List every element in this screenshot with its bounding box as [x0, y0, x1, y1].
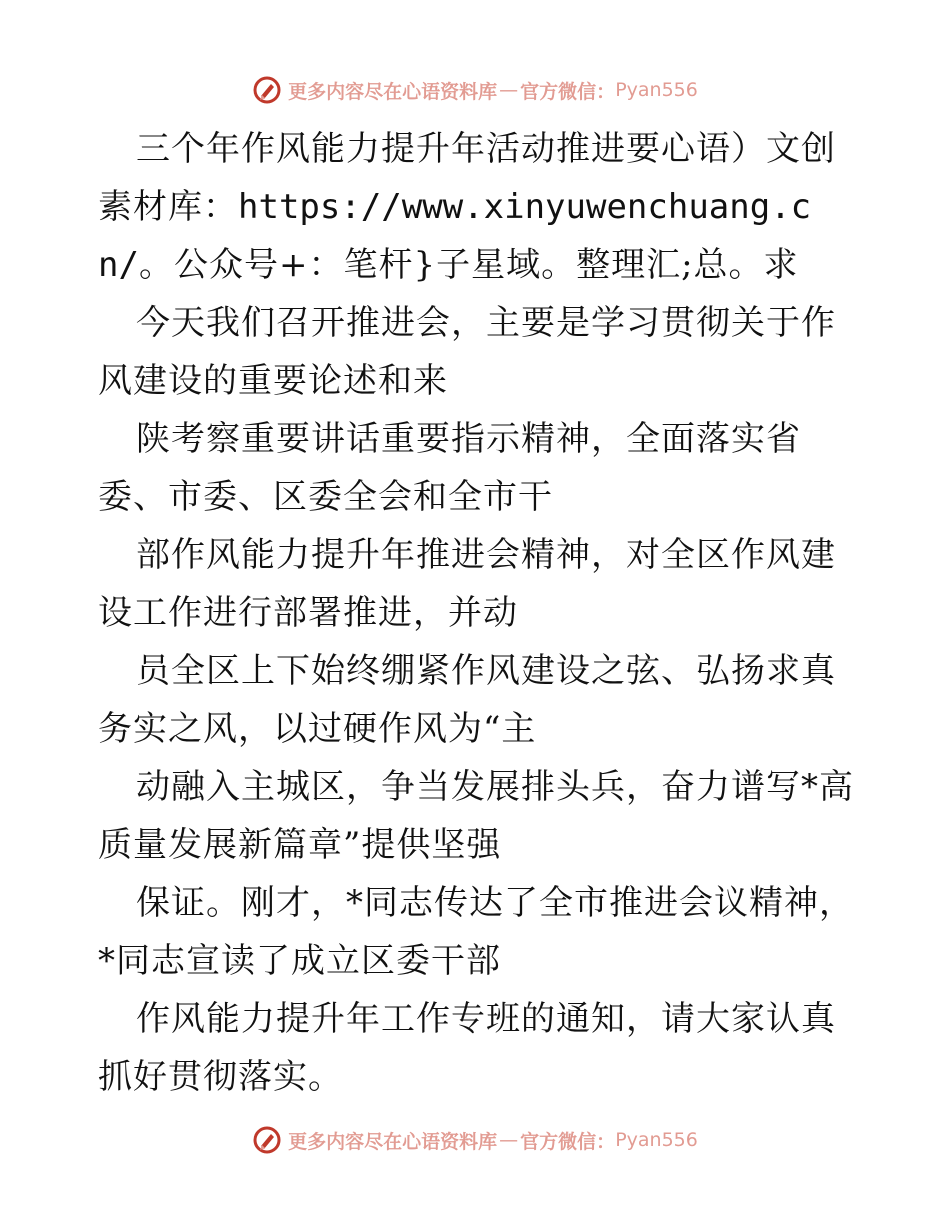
paragraph-1 — [98, 120, 858, 294]
banner-main-text: 更多内容尽在心语资料库 — [288, 80, 498, 103]
banner-main-text: 更多内容尽在心语资料库 — [288, 1130, 498, 1153]
pen-logo-icon — [252, 1125, 282, 1155]
source-url-link[interactable]: https://www.xinyuwenchuang.cn/ — [98, 187, 812, 285]
banner-wechat-id: Pyan556 — [615, 1129, 698, 1151]
banner-wechat-label: 官方微信： — [520, 80, 616, 103]
document-body — [98, 120, 858, 1106]
banner-wechat-id: Pyan556 — [615, 79, 698, 101]
paragraph-3: 陕考察重要讲话重要指示精神，全面落实省委、市委、区委全会和全市干 — [98, 419, 801, 517]
header-watermark-banner — [0, 70, 950, 110]
footer-watermark-banner — [0, 1120, 950, 1160]
banner-separator: — — [499, 1129, 519, 1151]
pen-logo-icon — [252, 75, 282, 105]
paragraph-2: 今天我们召开推进会，主要是学习贯彻关于作风建设的重要论述和来 — [98, 303, 836, 401]
paragraph-8: 作风能力提升年工作专班的通知，请大家认真抓好贯彻落实。 — [98, 999, 836, 1097]
paragraph-1-tail: 。公众号+：笔杆}子星域。整理汇;总。求 — [138, 245, 799, 285]
paragraph-1-lead: 三个年作风能力提升年活动推进要心语）文创素材库： — [98, 129, 836, 227]
paragraph-6: 动融入主城区，争当发展排头兵，奋力谱写*高质量发展新篇章”提供坚强 — [98, 767, 854, 865]
paragraph-5: 员全区上下始终绷紧作风建设之弦、弘扬求真务实之风，以过硬作风为“主 — [98, 651, 836, 749]
paragraph-7: 保证。刚才，*同志传达了全市推进会议精神，*同志宣读了成立区委干部 — [98, 883, 854, 981]
banner-separator: — — [499, 79, 519, 101]
banner-wechat-label: 官方微信： — [520, 1130, 616, 1153]
paragraph-4: 部作风能力提升年推进会精神，对全区作风建设工作进行部署推进，并动 — [98, 535, 836, 633]
